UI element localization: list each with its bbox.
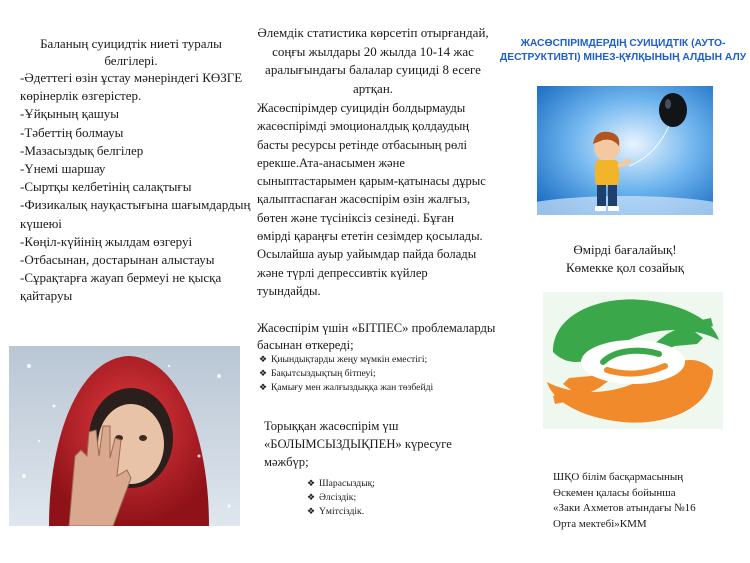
struggle-list: [307, 477, 487, 520]
signs-list: [20, 69, 252, 306]
struggle-intro: Торыққан жасөспірім үш «БОЛЫМСЫЗДЫҚПЕН» күресуге мәжбүр;: [264, 419, 452, 469]
list-item: [259, 353, 499, 367]
school-info-line: Орта мектебі»КММ: [553, 517, 647, 530]
family-role-paragraph: Жасөспірімдер суицидін болдырмауды жасөспірімді эмоционалдық қолдаудың басты ресурсы ретінде отбасының рөлі ерекше.Ата-анасымен және сыныптастарымен қарым-қатынасы дұрыс қалыптаспаған жасөспірім өзін жалғыз, бөтен және түсініксіз сезінеді. Бұған өмірді қараңғы ететін сезімдер қосылады. Осылайша ауыр уайымдар пайда болады және түрлі депрессивтік күйлер туындайды.: [257, 101, 486, 298]
list-item: -Сұрақтарға жауап бермеуі не қысқа қайтаруы: [20, 270, 222, 304]
school-info-line: «Заки Ахметов атындағы №16: [553, 502, 696, 514]
diamond-bullet-icon: ❖: [259, 383, 268, 394]
signs-heading: Баланың суицидтік ниеті туралы белгілері.: [40, 36, 222, 68]
diamond-bullet-icon: ❖: [307, 479, 316, 489]
school-info-line: Өскемен қаласы бойынша: [553, 486, 676, 499]
school-info-line: ШҚО білім басқармасының: [553, 471, 684, 483]
list-item: -Тәбеттің болмауы: [20, 124, 124, 140]
list-item: -Үнемі шаршау: [20, 161, 106, 177]
statistics-paragraph: Әлемдік статистика көрсетіп отырғандай, соңғы жылдары 20 жылда 10-14 жас аралығындағы балалар суицидi 8 есеге артқан.: [257, 25, 489, 96]
list-item-text: Бақытсыздықтың бітпеуі;: [271, 368, 376, 380]
diamond-bullet-icon: ❖: [259, 369, 268, 380]
list-item: -Мазасыздық белгілер: [20, 142, 144, 158]
list-item: [307, 505, 487, 519]
list-item: -Сыртқы келбетінің салақтығы: [20, 179, 192, 195]
list-item: [259, 367, 499, 381]
slogan: [520, 241, 730, 276]
list-item: -Отбасынан, достарынан алыстауы: [20, 252, 215, 268]
list-item-text: Қамығу мен жалғыздыққа жан төзбейді: [271, 382, 434, 394]
diamond-bullet-icon: ❖: [259, 355, 268, 365]
problems-intro: Жасөспірім үшін «БІТПЕС» проблемаларды басынан өткереді;: [257, 321, 496, 352]
school-info: [553, 470, 748, 532]
list-item: [259, 381, 499, 395]
helping-hands-image: [543, 292, 723, 429]
list-item: -Физикалық науқастығына шағымдардың күшеюі: [20, 197, 251, 231]
list-item-text: Үмітсіздік.: [319, 506, 365, 518]
list-item-text: Әлсіздік;: [319, 492, 357, 504]
problems-list: [259, 353, 499, 396]
boy-with-balloon-image: [537, 86, 713, 215]
list-item: -Көңіл-күйінің жылдам өзгеруі: [20, 233, 193, 249]
slogan-line: Өмірді бағалайық!: [573, 242, 677, 257]
brochure-title: ЖАСӨСПІРІМДЕРДІҢ СУИЦИДТІК (АУТО-ДЕСТРУКТИВТІ) МІНЕЗ-ҚҰЛҚЫНЫҢ АЛДЫН АЛУ: [499, 38, 747, 63]
list-item-text: Қиындықтарды жеңу мүмкін еместігі;: [271, 354, 428, 365]
list-item: [307, 477, 487, 491]
list-item: -Әдеттегі өзін ұстау мәнеріндегі КӨЗГЕ көрінерлік өзгерістер.: [20, 70, 243, 104]
list-item: -Ұйқының қашуы: [20, 106, 119, 122]
red-hood-child-photo: [9, 346, 240, 526]
list-item-text: Шарасыздық;: [319, 478, 375, 489]
list-item: [307, 491, 487, 505]
diamond-bullet-icon: ❖: [307, 493, 316, 504]
diamond-bullet-icon: ❖: [307, 507, 316, 518]
slogan-line: Көмекке қол созайық: [565, 259, 685, 275]
